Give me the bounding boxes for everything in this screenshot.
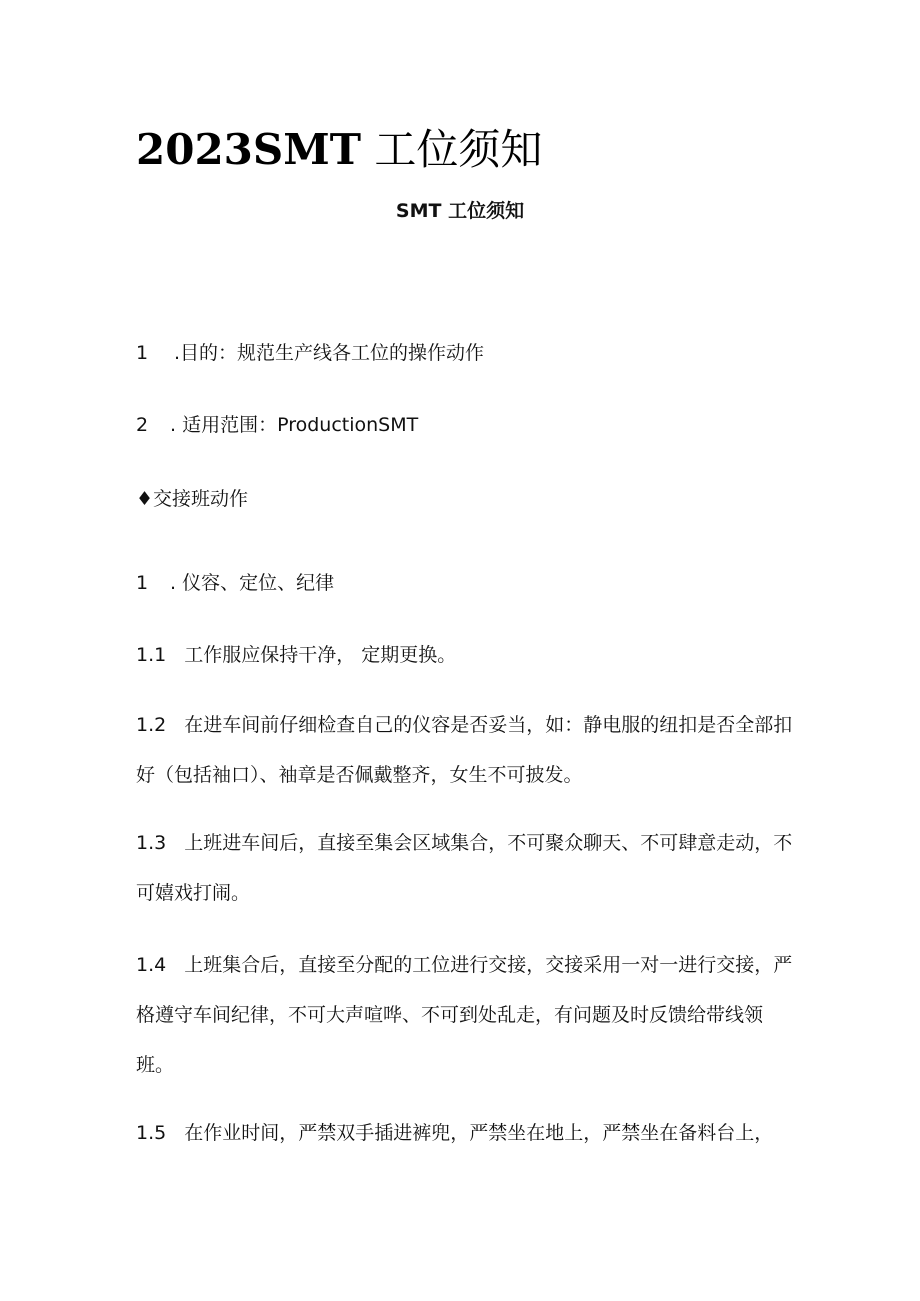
item-number: 1.1 (136, 644, 167, 666)
list-item (136, 818, 800, 918)
section-number: 2 (136, 414, 149, 436)
item-text: 上班进车间后，直接至集会区域集合，不可聚众聊天、不可肆意走动，不可嬉戏打闹。 (136, 832, 793, 904)
section-text: .目的：规范生产线各工位的操作动作 (174, 342, 485, 364)
document-subtitle-text: SMT 工位须知 (395, 200, 525, 222)
list-item (136, 700, 800, 800)
section-handover (136, 484, 248, 514)
section-text: . 仪容、定位、纪律 (170, 572, 335, 594)
document-title-bold: 2023SMT (136, 125, 361, 174)
section-scope (136, 410, 418, 440)
item-text: 上班集合后，直接至分配的工位进行交接，交接采用一对一进行交接，严格遵守车间纪律，不可大声喧哗、不可到处乱走，有问题及时反馈给带线领班。 (136, 954, 793, 1076)
section-number: 1 (136, 572, 149, 594)
item-number: 1.3 (136, 832, 167, 854)
section-text: ♦交接班动作 (136, 488, 249, 510)
item-text: 工作服应保持干净， 定期更换。 (184, 644, 457, 666)
list-item (136, 630, 800, 680)
document-title-light: 工位须知 (374, 125, 543, 174)
item-text: 在进车间前仔细检查自己的仪容是否妥当，如：静电服的纽扣是否全部扣好（包括袖口）、袖章是否佩戴整齐，女生不可披发。 (136, 714, 793, 786)
item-number: 1.4 (136, 954, 167, 976)
section-purpose (136, 338, 484, 368)
section-text: . 适用范围：ProductionSMT (170, 414, 419, 436)
list-item (136, 1108, 800, 1158)
item-number: 1.2 (136, 714, 167, 736)
document-title (136, 120, 542, 180)
list-item (136, 940, 800, 1090)
item-number: 1.5 (136, 1122, 167, 1144)
section-appearance (136, 568, 334, 598)
document-subtitle (0, 196, 920, 226)
item-text: 在作业时间，严禁双手插进裤兜，严禁坐在地上，严禁坐在备料台上， (184, 1122, 774, 1144)
section-number: 1 (136, 342, 149, 364)
